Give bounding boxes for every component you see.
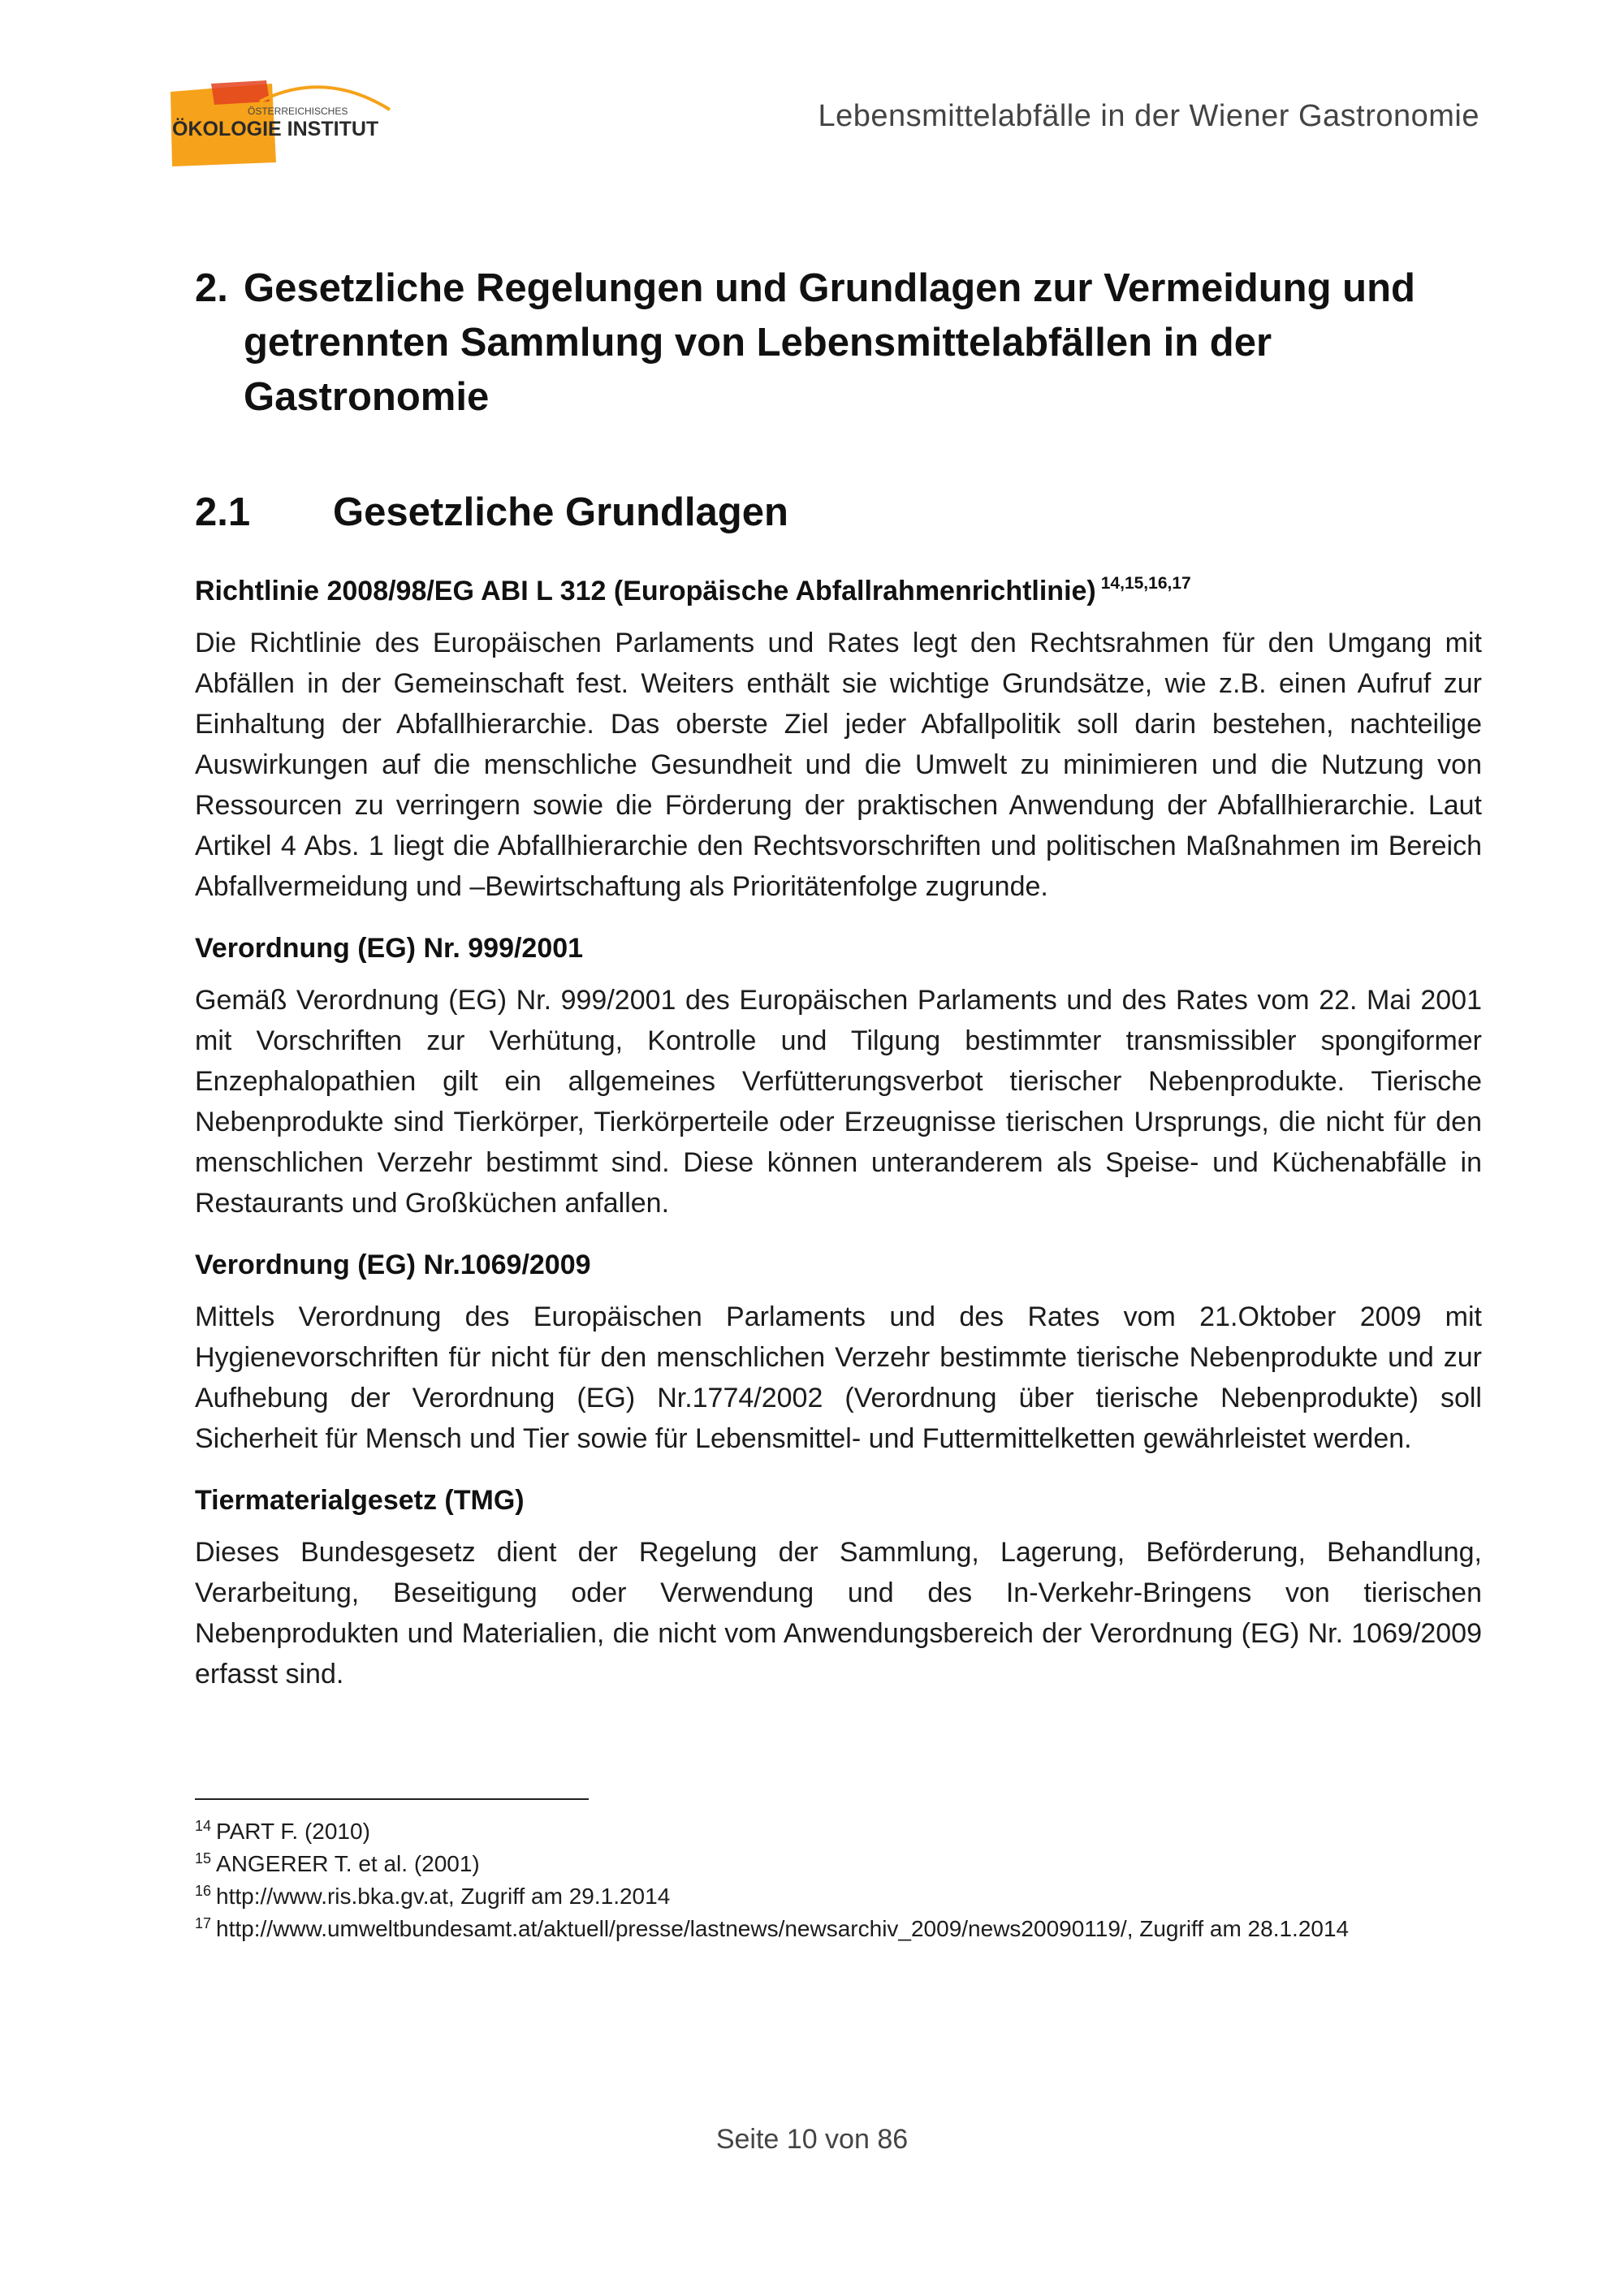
paragraph-abfallrahmenrichtlinie: Die Richtlinie des Europäischen Parlaments und Rates legt den Rechtsrahmen für den Umgang mit Abfällen in der Gemeinschaft fest. Weiters enthält sie wichtige Grundsätze, wie z.B. einen Aufruf zur Einhaltung der Abfallhierarchie. Das oberste Ziel jeder Abfallpolitik soll darin bestehen, nachteilige Auswirkungen auf die menschliche Gesundheit und die Umwelt zu minimieren und die Nutzung von Ressourcen zu verringern sowie die Förderung der praktischen Anwendung der Abfallhierarchie. Laut Artikel 4 Abs. 1 liegt die Abfallhierarchie den Rechtsvorschriften und politischen Maßnahmen im Bereich Abfallvermeidung und –Bewirtschaftung als Prioritätenfolge zugrunde.: [195, 628, 1482, 902]
logo-graphic: [162, 77, 406, 170]
footnote-link[interactable]: http://www.ris.bka.gv.at, Zugriff am 29.1.2014: [216, 1884, 671, 1909]
section-title: Gesetzliche Grundlagen: [333, 490, 788, 534]
paragraph-tiermaterialgesetz: Dieses Bundesgesetz dient der Regelung der Sammlung, Lagerung, Beförderung, Behandlung, Verarbeitung, Beseitigung oder Verwendung und des In-Verkehr-Bringens von tierischen Nebenprodukten und Materialien, die nicht vom Anwendungsbereich der Verordnung (EG) Nr. 1069/2009 erfasst sind.: [195, 1537, 1482, 1690]
footnote-15: [195, 1848, 1482, 1880]
main-content: [195, 261, 1482, 1694]
chapter-number: 2.: [195, 266, 228, 310]
section-number: 2.1: [195, 490, 251, 534]
chapter-heading: [195, 261, 1482, 425]
footnote-references[interactable]: 14,15,16,17: [1100, 574, 1191, 593]
footnote-16: [195, 1880, 1482, 1913]
footnote-17: [195, 1913, 1482, 1945]
item-heading-abfallrahmenrichtlinie: [195, 572, 1482, 610]
running-header-title: Lebensmittelabfälle in der Wiener Gastronomie: [818, 99, 1479, 133]
item-heading-verordnung-999-2001: Verordnung (EG) Nr. 999/2001: [195, 933, 584, 964]
footnote-separator: [195, 1798, 589, 1800]
oekologie-institut-logo: [162, 77, 406, 170]
logo-text-line1: ÖSTERREICHISCHES: [248, 106, 348, 117]
paragraph-verordnung-1069-2009: Mittels Verordnung des Europäischen Parlaments und des Rates vom 21.Oktober 2009 mit Hygienevorschriften für nicht für den menschlichen Verzehr bestimmte tierische Nebenprodukte und zur Aufhebung der Verordnung (EG) Nr.1774/2002 (Verordnung über tierische Nebenprodukte) soll Sicherheit für Mensch und Tier sowie für Lebensmittel- und Futtermittelketten gewährleistet werden.: [195, 1301, 1482, 1454]
footnote-14: [195, 1815, 1482, 1848]
footnote-link[interactable]: http://www.umweltbundesamt.at/aktuell/presse/lastnews/newsarchiv_2009/news20090119/, Zugriff am 28.1.2014: [216, 1916, 1350, 1941]
section-heading: [195, 486, 1482, 540]
footnote-text: PART F. (2010): [216, 1819, 370, 1844]
footnotes: [195, 1815, 1482, 1945]
page-number: Seite 10 von 86: [715, 2124, 909, 2155]
item-heading-verordnung-1069-2009: Verordnung (EG) Nr.1069/2009: [195, 1249, 591, 1280]
logo-text-line2: ÖKOLOGIE INSTITUT: [172, 118, 379, 140]
footnote-number: 15: [195, 1850, 212, 1867]
item-heading-text: Richtlinie 2008/98/EG ABI L 312 (Europäische Abfallrahmenrichtlinie): [195, 576, 1096, 606]
footnote-number: 14: [195, 1818, 212, 1834]
footnote-text: ANGERER T. et al. (2001): [216, 1851, 480, 1876]
footnote-number: 16: [195, 1883, 212, 1899]
footnote-number: 17: [195, 1915, 212, 1931]
item-heading-tiermaterialgesetz: Tiermaterialgesetz (TMG): [195, 1485, 525, 1516]
chapter-title: Gesetzliche Regelungen und Grundlagen zur Vermeidung und getrennten Sammlung von Lebensmittelabfällen in der Gastronomie: [244, 266, 1415, 419]
paragraph-verordnung-999-2001: Gemäß Verordnung (EG) Nr. 999/2001 des Europäischen Parlaments und des Rates vom 22. Mai 2001 mit Vorschriften zur Verhütung, Kontrolle und Tilgung bestimmter transmissibler spongiformer Enzephalopathien gilt ein allgemeines Verfütterungsverbot tierischer Nebenprodukte. Tierische Nebenprodukte sind Tierkörper, Tierkörperteile oder Erzeugnisse tierischen Ursprungs, die nicht für den menschlichen Verzehr bestimmt sind. Diese können unteranderem als Speise- und Küchenabfälle in Restaurants und Großküchen anfallen.: [195, 985, 1482, 1219]
